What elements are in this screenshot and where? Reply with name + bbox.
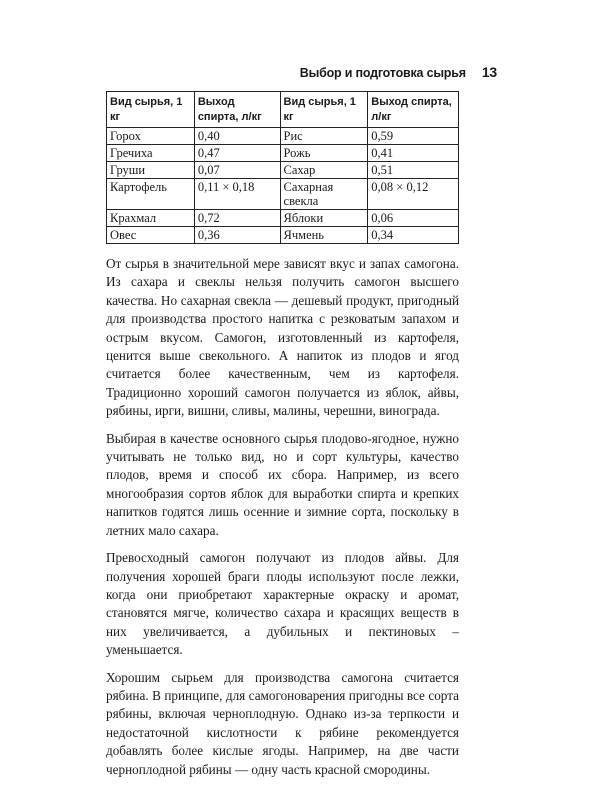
table-cell: Груши bbox=[107, 162, 195, 179]
table-cell: Сахар bbox=[280, 162, 368, 179]
table-cell: Картофель bbox=[107, 179, 195, 210]
table-cell: Ячмень bbox=[280, 227, 368, 244]
table-header-cell: Выход спирта, л/кг bbox=[194, 92, 280, 128]
table-header-cell: Выход спирта, л/кг bbox=[368, 92, 459, 128]
table-cell: Горох bbox=[107, 128, 195, 145]
table-header-cell: Вид сырья, 1 кг bbox=[280, 92, 368, 128]
table-cell: 0,40 bbox=[194, 128, 280, 145]
table-cell: Сахарная свекла bbox=[280, 179, 368, 210]
paragraph: Превосходный самогон получают из плодов айвы. Для получения хорошей браги плоды используют после лежки, когда они приобретают характерные окраску и аромат, становятся мягче, количество сахара и красящих веществ в них увеличивается, а дубильных и пектиновых – уменьшается. bbox=[106, 550, 459, 658]
paragraph: Хорошим сырьем для производства самогона считается рябина. В принципе, для самогоноварения пригодны все сорта рябины, включая черноплодную. Однако из-за терпкости и недостаточной кислотности к рябине рекомендуется добавлять более кислые ягоды. Например, на две части черноплодной рябины — одну часть красной смородины. bbox=[106, 669, 459, 777]
table-row bbox=[107, 179, 459, 210]
table-cell: Овес bbox=[107, 227, 195, 244]
table-cell: 0,41 bbox=[368, 145, 459, 162]
table-cell: Гречиха bbox=[107, 145, 195, 162]
table-row bbox=[107, 162, 459, 179]
paragraph: От сырья в значительной мере зависят вкус и запах самогона. Из сахара и свеклы нельзя получить самогон высшего качества. Но сахарная свекла — дешевый продукт, пригодный для производства простого напитка с резковатым запахом и острым вкусом. Самогон, изготовленный из картофеля, ценится выше свекольного. А напиток из плодов и ягод считается более качественным, чем из картофеля. Традиционно хороший самогон получается из яблок, айвы, рябины, ирги, вишни, сливы, малины, черешни, винограда. bbox=[106, 256, 459, 419]
table-cell: 0,11 × 0,18 bbox=[194, 179, 280, 210]
table-cell: 0,07 bbox=[194, 162, 280, 179]
table-row bbox=[107, 145, 459, 162]
table-header-cell: Вид сырья, 1 кг bbox=[107, 92, 195, 128]
page-number: 13 bbox=[481, 64, 497, 80]
alcohol-yield-table bbox=[106, 91, 459, 244]
table-row bbox=[107, 128, 459, 145]
body-text bbox=[106, 255, 459, 788]
table-cell: Яблоки bbox=[280, 210, 368, 227]
table-header-row bbox=[107, 92, 459, 128]
table-cell: 0,59 bbox=[368, 128, 459, 145]
table-cell: 0,34 bbox=[368, 227, 459, 244]
table-cell: 0,72 bbox=[194, 210, 280, 227]
table-cell: 0,36 bbox=[194, 227, 280, 244]
table-row bbox=[107, 227, 459, 244]
running-head-section-title: Выбор и подготовка сырья bbox=[299, 66, 466, 80]
table-cell: 0,47 bbox=[194, 145, 280, 162]
table-cell: 0,08 × 0,12 bbox=[368, 179, 459, 210]
paragraph: Выбирая в качестве основного сырья плодово-ягодное, нужно учитывать не только вид, но и сорт культуры, качество плодов, время и способ их сбора. Например, из всего многообразия сортов яблок для выработки спирта и крепких напитков годятся лишь осенние и зимние сорта, поскольку в летних мало сахара. bbox=[106, 430, 459, 538]
table-cell: Рис bbox=[280, 128, 368, 145]
running-head bbox=[106, 64, 497, 80]
table-row bbox=[107, 210, 459, 227]
table-cell: 0,06 bbox=[368, 210, 459, 227]
table-cell: Крахмал bbox=[107, 210, 195, 227]
table-cell: 0,51 bbox=[368, 162, 459, 179]
table-cell: Рожь bbox=[280, 145, 368, 162]
